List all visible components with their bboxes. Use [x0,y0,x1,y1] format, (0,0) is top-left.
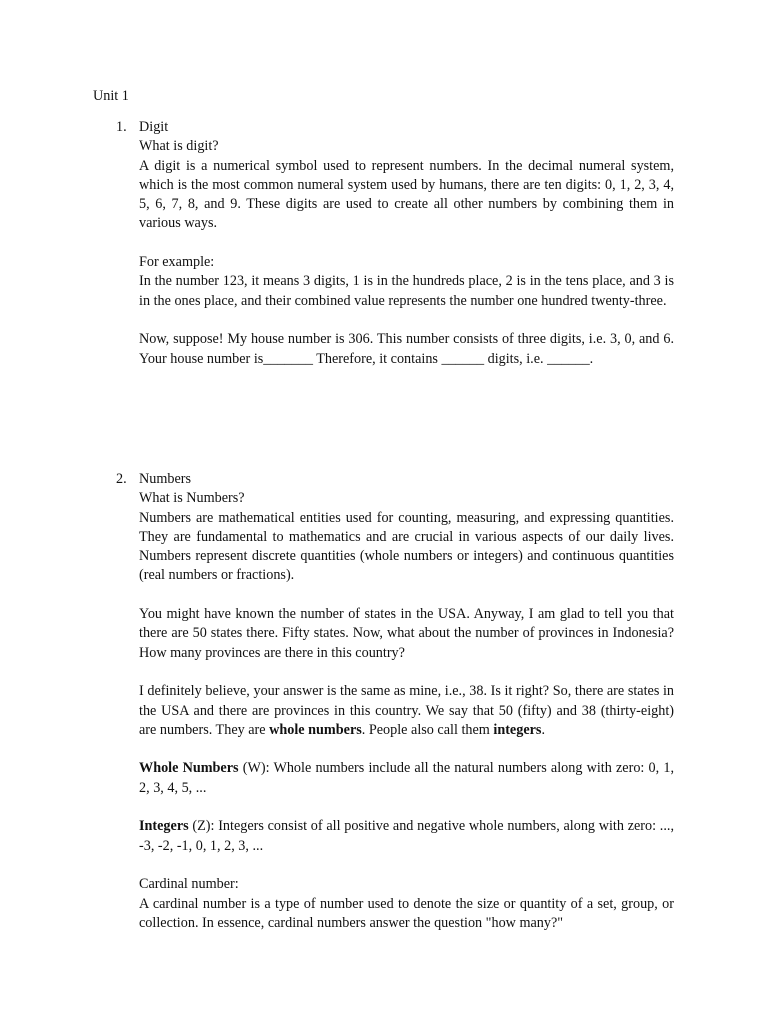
definition-paragraph: Numbers are mathematical entities used for counting, measuring, and expressing quantities. They are fundamental to mathematics and are crucial in various aspects of our daily lives. Numbers represent discrete quantities (whole numbers or integers) and continuous quantities (real numbers or fractions). [139,509,674,584]
cardinal-paragraph: A cardinal number is a type of number used to denote the size or quantity of a set, group, or collection. In essence, cardinal numbers answer the question "how many?" [139,895,674,931]
definition-term: Whole Numbers [139,760,239,777]
integers-definition [139,817,674,856]
list-number: 2. [116,471,127,487]
states-paragraph: You might have known the number of states in the USA. Anyway, I am glad to tell you that there are 50 states there. Fifty states. Now, what about the number of provinces in Indonesia? How many provinces are there in this country? [139,606,674,661]
answer-text: . [541,721,545,738]
section-title: Numbers [139,471,192,487]
cardinal-heading: Cardinal number: [139,876,239,893]
section-title: Digit [139,119,169,135]
definition-paragraph: A digit is a numerical symbol used to represent numbers. In the decimal numeral system, which is the most common numeral system used by humans, there are ten digits: 0, 1, 2, 3, 4, 5, 6, 7, 8, and 9. These digits are used to create all other numbers by combining them in various ways. [139,157,674,232]
definition-text: (Z): Integers consist of all positive and negative whole numbers, along with zero: ..., -3, -2, -1, 0, 1, 2, 3, ... [139,818,674,854]
list-number: 1. [116,119,127,135]
section-numbers [116,470,675,933]
exercise-paragraph: Now, suppose! My house number is 306. This number consists of three digits, i.e. 3, 0, and 6. Your house number is_______ Therefore, it contains ______ digits, i.e. ______. [139,331,674,367]
example-heading: For example: [139,254,215,271]
answer-paragraph [139,682,674,740]
definition-text: (W): Whole numbers include all the natural numbers along with zero: 0, 1, 2, 3, 4, 5, ... [139,760,675,796]
example-paragraph: In the number 123, it means 3 digits, 1 is in the hundreds place, 2 is in the tens place, and 3 is in the ones place, and their combined value represents the number one hundred twenty-three. [139,273,674,309]
answer-text: . People also call them [361,721,494,738]
integers-term: integers [493,721,542,738]
definition-term: Integers [139,818,189,835]
section-question: What is digit? [139,138,219,155]
whole-numbers-definition [139,759,674,798]
section-question: What is Numbers? [139,490,245,507]
unit-title: Unit 1 [93,88,129,104]
answer-text: I definitely believe, your answer is the same as mine, i.e., 38. Is it right? So, there are states in the USA and there are provinces in this country. We say that 50 (fifty) and 38 (thirty-eight) are numbers. They are [139,683,674,738]
section-digit [116,118,674,369]
whole-numbers-term: whole numbers [269,721,362,738]
